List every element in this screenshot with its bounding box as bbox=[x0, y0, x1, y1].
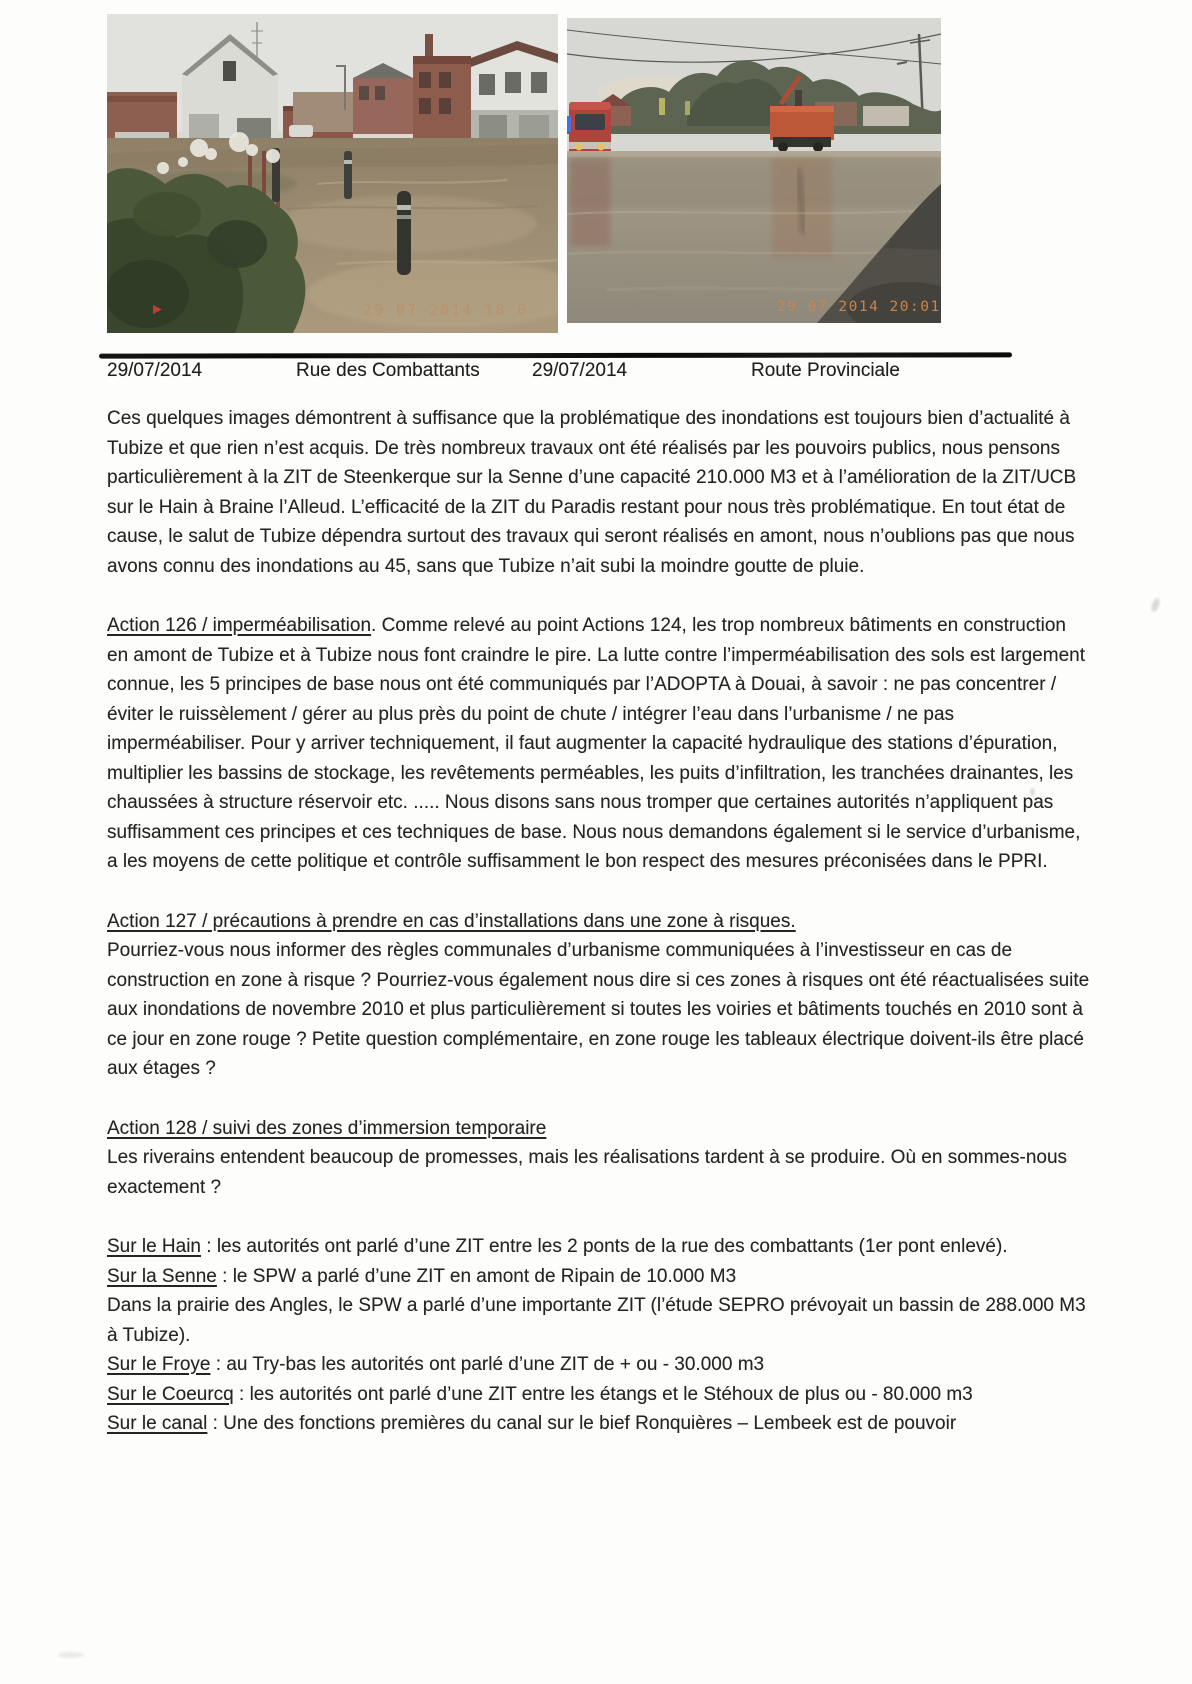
zit-item-froye bbox=[107, 1350, 1092, 1380]
fire-truck bbox=[567, 102, 611, 154]
zit-item-canal-lead: Sur le canal bbox=[107, 1413, 208, 1434]
zit-item-coeurcq-lead: Sur le Coeurcq bbox=[107, 1383, 234, 1405]
scan-fold-line bbox=[99, 352, 1012, 358]
action-127-heading: Action 127 / précautions à prendre en cas d’installations dans une zone à risques. bbox=[107, 910, 796, 932]
zit-item-froye-lead: Sur le Froye bbox=[107, 1354, 211, 1375]
operator-silhouette bbox=[795, 90, 802, 106]
zit-item-angles bbox=[107, 1291, 1092, 1350]
zit-item-angles-text: Dans la prairie des Angles, le SPW a parlé d’une importante ZIT (l’étude SEPRO prévoyait un bassin de 288.000 M3 à Tubize). bbox=[107, 1295, 1086, 1346]
flood-photo-rue-des-combattants bbox=[107, 14, 558, 333]
intro-paragraph: Ces quelques images démontrent à suffisance que la problématique des inondations est toujours bien d’actualité à Tubize et que rien n’est acquis. De très nombreux travaux ont été réalisés par les pouvoirs publics, nous pensons particulièrement à la ZIT de Steenkerque sur la Senne d’une capacité 210.000 M3 et à l’amélioration de la ZIT/UCB sur le Hain à Braine l’Alleud. L’efficacité de la ZIT du Paradis restant pour nous très problématique. En tout état de cause, le salut de Tubize dépendra surtout des travaux qui seront réalisés en amont, nous n’oublions pas que nous avons connu des inondations au 45, sans que Tubize n’ait subi la moindre goutte de pluie. bbox=[107, 408, 1077, 577]
scan-smudge bbox=[58, 1652, 84, 1658]
caption-right-label: Route Provinciale bbox=[751, 360, 900, 381]
action-128-heading: Action 128 / suivi des zones d’immersion temporaire bbox=[107, 1117, 547, 1139]
zit-item-canal bbox=[107, 1409, 1092, 1439]
wheel bbox=[813, 142, 823, 152]
caption-right-date: 29/07/2014 bbox=[532, 360, 628, 381]
scan-smudge bbox=[1030, 788, 1035, 796]
white-car bbox=[289, 125, 313, 137]
action-128-text: Les riverains entendent beaucoup de promesses, mais les réalisations tardent à se produire. Où en sommes-nous exactement ? bbox=[107, 1147, 1068, 1198]
action-126-heading: Action 126 / imperméabilisation bbox=[107, 615, 372, 636]
zit-item-senne-lead: Sur la Senne bbox=[107, 1265, 217, 1287]
zit-item-canal-text: : Une des fonctions premières du canal sur le bief Ronquières – Lembeek est de pouvoir bbox=[207, 1413, 957, 1434]
action-127-paragraph bbox=[107, 907, 1092, 1084]
action-127-text: Pourriez-vous nous informer des règles communales d’urbanisme communiquées à l’investisseur en cas de construction en zone à risque ? Pourriez-vous également nous dire si ces zones à risques ont été réactualisées suite aux inondations de novembre 2010 et plus particulièrement si toutes les voiries et bâtiments touchés en 2010 sont à ce jour en zone rouge ? Petite question complémentaire, en zone rouge les tableaux électrique doivent-ils être placé aux étages ? bbox=[107, 940, 1090, 1079]
zit-item-senne bbox=[107, 1262, 1092, 1292]
zit-item-hain bbox=[107, 1232, 1092, 1262]
zit-item-coeurcq-text: : les autorités ont parlé d’une ZIT entre les étangs et le Stéhoux de plus ou - 80.000 m3 bbox=[233, 1383, 973, 1405]
action-126-text: . Comme relevé au point Actions 124, les trop nombreux bâtiments en construction en amont de Tubize et à Tubize nous font craindre le pire. La lutte contre l’imperméabilisation des sols est largement connue, les 5 principes de base nous ont été communiqués par l’ADOPTA à Douai, à savoir : ne pas concentrer / éviter le ruissèlement / gérer au plus près du point de chute / intégrer l’eau dans l’urbanisme / ne pas imperméabiliser. Pour y arriver techniquement, il faut augmenter la capacité hydraulique des stations d’épuration, multiplier les bassins de stockage, les revêtements perméables, les puits d’infiltration, les tranchées drainantes, les chaussées à structure réservoir etc. ..... Nous disons sans nous tromper que certaines autorités n’appliquent pas suffisamment ces principes et ces techniques de base. Nous nous demandons également si le service d’urbanisme, a les moyens de cette politique et contrôle suffisamment le bon respect des mesures préconisées dans le PPRI. bbox=[107, 615, 1085, 872]
roadside-flag bbox=[659, 98, 665, 115]
scan-smudge bbox=[1150, 597, 1161, 613]
wheel bbox=[778, 142, 788, 152]
photo-timestamp-right: 29 07 2014 20:01 bbox=[777, 299, 941, 315]
flood-photo-left-illustration bbox=[107, 14, 558, 333]
action-128-paragraph bbox=[107, 1114, 1092, 1203]
caption-left-label: Rue des Combattants bbox=[296, 360, 480, 381]
headlight bbox=[576, 144, 583, 151]
zit-item-coeurcq bbox=[107, 1380, 1092, 1410]
fire-truck-reflection bbox=[570, 158, 610, 246]
zit-item-froye-text: : au Try-bas les autorités ont parlé d’une ZIT de + ou - 30.000 m3 bbox=[210, 1354, 765, 1375]
white-buildings-right bbox=[471, 41, 558, 144]
blue-emergency-light bbox=[567, 116, 571, 132]
zit-item-hain-text: : les autorités ont parlé d’une ZIT entre les 2 ponts de la rue des combattants (1er pont enlevé). bbox=[201, 1236, 1008, 1257]
photo-timestamp-left: 29 07 2014 18 0 bbox=[363, 301, 529, 319]
zit-item-senne-text: : le SPW a parlé d’une ZIT en amont de Ripain de 10.000 M3 bbox=[216, 1265, 737, 1287]
document-body bbox=[107, 404, 1092, 1439]
flood-photo-right-illustration bbox=[567, 18, 941, 323]
windshield bbox=[575, 114, 605, 130]
action-126-paragraph bbox=[107, 611, 1092, 877]
flood-photo-route-provinciale bbox=[567, 18, 941, 323]
caption-left-date: 29/07/2014 bbox=[107, 360, 203, 381]
zit-item-hain-lead: Sur le Hain bbox=[107, 1236, 201, 1257]
zit-list bbox=[107, 1232, 1092, 1439]
headlight bbox=[598, 144, 605, 151]
